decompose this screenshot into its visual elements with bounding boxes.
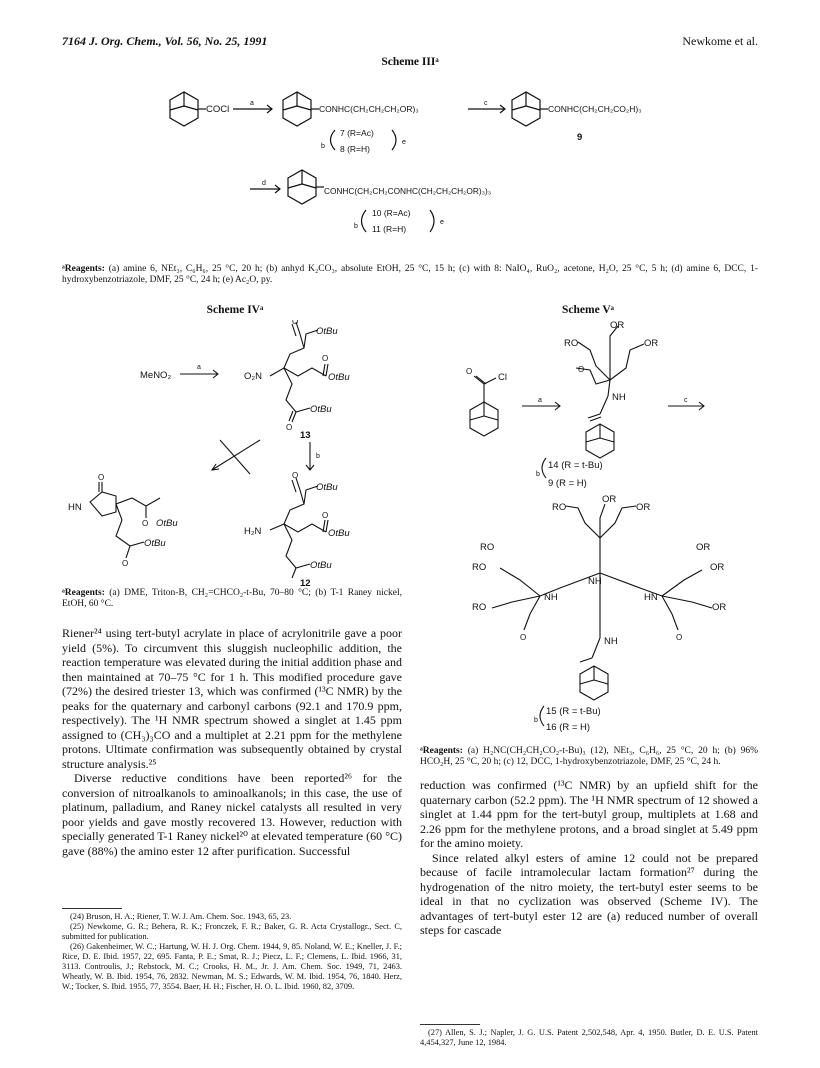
amide-hn-label: HN xyxy=(644,592,658,603)
step-e-label-2: e xyxy=(440,219,444,226)
carbonyl-o-label: O xyxy=(322,511,329,520)
body-paragraph: reduction was confirmed (¹³C NMR) by an upfield shift for the quaternary carbon (52.2 ppm). The ¹H NMR spectrum of 12 showed a singlet at 1.44 ppm for the tert-butyl group, multiplets at 1.68 and 2.26 ppm for the methylene protons, and a broad singlet at 5.49 ppm for the amino moiety. xyxy=(420,778,758,850)
amide-nh-label: NH xyxy=(612,392,626,403)
amide-nh-label: NH xyxy=(588,576,602,587)
right-text-column xyxy=(420,778,758,938)
carbonyl-o-label: O xyxy=(286,423,293,432)
otbu-label: OtBu xyxy=(310,404,332,415)
step-c-label: c xyxy=(684,397,688,404)
adamantane-structure xyxy=(580,666,608,700)
adamantane-structure xyxy=(470,402,498,436)
reference-27: (27) Allen, S. J.; Napler, J. G. U.S. Patent 2,502,548, Apr. 4, 1950. Butler, D. E. U.S. Patent 4,454,327, June 12, 1984. xyxy=(420,1028,758,1047)
or-label: OR xyxy=(644,338,659,349)
step-b-label: b xyxy=(536,471,540,478)
right-references xyxy=(420,1028,758,1048)
adamantane-structure xyxy=(512,92,548,126)
carbonyl-o-label: O xyxy=(578,365,585,374)
footnote-rule xyxy=(420,1024,480,1025)
scheme-v-caption: ᵃReagents: (a) H₂NC(CH₂CH₂CO₂-t-Bu)₃ (12), NEt₃, C₆H₆, 25 °C, 20 h; (b) 96% HCO₂H, 25 °C, 20 h; (c) 12, DCC, 1-hydroxybenzotriazole, DMF, 25 °C, 24 h. xyxy=(420,746,758,767)
compound-15-label: 15 (R = t-Bu) xyxy=(546,706,601,717)
amide-nh-label: NH xyxy=(544,592,558,603)
step-b-label: b xyxy=(321,143,325,150)
lactam-nh-label: HN xyxy=(68,502,82,513)
nitro-group-label: O₂N xyxy=(244,371,262,382)
body-paragraph: Diverse reductive conditions have been reported²⁶ for the conversion of nitroalkanols to aminoalkanols; in this case, the use of platinum, palladium, and Raney nickel catalysts all resulted in very poor yields and gave mostly recovered 13. However, reduction with specially generated T-1 Raney nickel²⁰ at elevated temperature (60 °C) gave (88%) the amino ester 12 after purification. Successful xyxy=(62,771,402,858)
ro-label: RO xyxy=(472,602,487,613)
or-label: OR xyxy=(710,562,725,573)
step-b-label-2: b xyxy=(534,717,538,724)
compound-12-label: 12 xyxy=(300,578,311,588)
compound-14-label: 14 (R = t-Bu) xyxy=(548,460,603,471)
step-b-label: b xyxy=(316,453,320,460)
compound-13-label: 13 xyxy=(300,430,311,441)
adamantane-structure xyxy=(283,92,319,126)
step-d-label: d xyxy=(262,180,266,187)
otbu-label: OtBu xyxy=(328,372,350,383)
scheme-iii-title: Scheme IIIᵃ xyxy=(381,56,439,68)
reference-26: (26) Gakenheimer, W. C.; Hartung, W. H. J. Org. Chem. 1944, 9, 85. Noland, W. E.; Kneller, J. F.; Rice, D. E. Ibid. 1957, 22, 695. Fanta, P. E.; Smat, R. J.; Piecz, L. F.; Clemens, L. Ibid. 1966, 31, 3113. Controulis, J.; Rebstock, M. C.; Crooks, H. M., Jr. J. Am. Chem. Soc. 1949, 71, 2463. Wheatly, W. B. Ibid. 1954, 76, 2832. Newman, M. S.; Edwards, W. M. Ibid. 1954, 76, 1840. Herz, W.; Tocker, S. Ibid. 1955, 77, 3554. Baer, H. H.; Fischer, H. O. L. Ibid. 1960, 82, 3709. xyxy=(62,942,402,991)
amine-group-label: H₂N xyxy=(244,526,262,537)
scheme-v-title: Scheme Vᵃ xyxy=(561,304,614,316)
step-a-label: a xyxy=(250,100,254,107)
scheme-v-figure xyxy=(440,318,760,732)
step-b-label-2: b xyxy=(354,223,358,230)
nitromethane-label: MeNO₂ xyxy=(140,370,172,381)
running-header-authors: Newkome et al. xyxy=(682,34,758,48)
triol-amide-label: CONHC(CH₂CH₂CH₂OR)₃ xyxy=(319,104,419,114)
compound-10-label: 10 (R=Ac) xyxy=(372,208,411,218)
body-paragraph: Riener²⁴ using tert-butyl acrylate in place of acrylonitrile gave a poor yield (5%). To circumvent this sluggish nucleophilic addition, the reaction temperature was elevated during the initial addition phase and then maintained at 70–75 °C for 1 h. This modified procedure gave (72%) the desired triester 13, which was confirmed (¹³C NMR) by the peaks for the quaternary and carbonyl carbons (92.1 and 170.9 ppm, respectively). The ¹H NMR spectrum showed a singlet at 1.45 ppm assigned to (CH₃)₃CO and a multiplet at 2.21 ppm for the methylene protons. Ultimate confirmation was subsequently obtained by crystal structure analysis.²⁵ xyxy=(62,626,402,771)
triacid-label: CONHC(CH₂CH₂CO₂H)₃ xyxy=(548,104,642,114)
chloride-label: Cl xyxy=(498,372,507,383)
otbu-label: OtBu xyxy=(156,518,178,529)
carbonyl-o-label: O xyxy=(520,633,527,642)
ro-label: RO xyxy=(552,502,567,513)
scheme-iii-caption: ᵃReagents: (a) amine 6, NEt₃, C₆H₆, 25 °C, 20 h; (b) anhyd K₂CO₃, absolute EtOH, 25 °C, 15 h; (c) with 8: NaIO₄, RuO₂, acetone, H₂O, 25 °C, 5 h; (d) amine 6, DCC, 1-hydroxybenzotriazole, DMF, 25 °C, 24 h; (e) Ac₂O, py. xyxy=(62,264,758,285)
otbu-label: OtBu xyxy=(144,538,166,549)
compound-7-label: 7 (R=Ac) xyxy=(340,128,374,138)
otbu-label: OtBu xyxy=(316,326,338,337)
or-label: OR xyxy=(636,502,651,513)
step-c-label: c xyxy=(484,100,488,107)
carbonyl-o-label: O xyxy=(292,320,299,326)
compound-16-label: 16 (R = H) xyxy=(546,722,591,732)
carbonyl-o-label: O xyxy=(676,633,683,642)
carbonyl-o-label: O xyxy=(322,354,329,363)
reference-24: (24) Bruson, H. A.; Riener, T. W. J. Am. Chem. Soc. 1943, 65, 23. xyxy=(70,912,292,921)
compound-8-label: 8 (R=H) xyxy=(340,144,370,154)
body-paragraph: Since related alkyl esters of amine 12 could not be prepared because of facile intramolecular lactam formation²⁷ during the hydrogenation of the nitro moiety, the tert-butyl ester seems to be ideal in that no cyclization was observed (Scheme IV). The advantages of tert-butyl ester 12 are (a) reduced number of overall steps for cascade xyxy=(420,850,758,937)
ro-label: RO xyxy=(480,542,495,553)
adamantane-structure xyxy=(170,92,206,126)
lactam-o-label: O xyxy=(98,473,105,482)
compound-9-label: 9 xyxy=(577,132,583,143)
scheme-iv-title: Scheme IVᵃ xyxy=(206,304,264,316)
reference-25: (25) Newkome, G. R.; Behera, R. K.; Fronczek, F. R.; Baker, G. R. Acta Crystallogr., Sect. C, submitted for publication. xyxy=(62,922,402,941)
carbonyl-o-label: O xyxy=(122,559,129,568)
ro-label: RO xyxy=(564,338,579,349)
otbu-label: OtBu xyxy=(310,560,332,571)
amide-nh-label: NH xyxy=(604,636,618,647)
acid-chloride-label: COCl xyxy=(206,104,230,115)
adamantane-structure xyxy=(288,170,324,204)
carbonyl-o-label: O xyxy=(292,471,299,480)
compound-9-label: 9 (R = H) xyxy=(548,478,587,489)
acyl-o-label: O xyxy=(466,367,473,376)
otbu-label: OtBu xyxy=(316,482,338,493)
carbonyl-o-label: O xyxy=(142,519,149,528)
or-label: OR xyxy=(602,494,617,505)
step-a-label: a xyxy=(538,397,542,404)
compound-11-label: 11 (R=H) xyxy=(372,224,407,234)
otbu-label: OtBu xyxy=(328,528,350,539)
or-label: OR xyxy=(712,602,727,613)
running-header: 7164 J. Org. Chem., Vol. 56, No. 25, 1991 xyxy=(62,34,268,48)
left-references xyxy=(62,912,402,992)
step-e-label: e xyxy=(402,139,406,146)
ro-label: RO xyxy=(472,562,487,573)
scheme-iv-figure xyxy=(60,320,405,588)
or-label: OR xyxy=(610,320,625,331)
adamantane-structure xyxy=(586,424,614,458)
step-a-label: a xyxy=(197,364,201,371)
left-text-column xyxy=(62,626,402,858)
nonaol-amide-label: CONHC(CH₂CH₂CONHC(CH₂CH₂CH₂OR)₃)₃ xyxy=(324,186,492,196)
footnote-rule xyxy=(62,908,122,909)
scheme-iv-caption: ᵃReagents: (a) DME, Triton-B, CH₂=CHCO₂-t-Bu, 70–80 °C; (b) T-1 Raney nickel, EtOH, 60 °C. xyxy=(62,588,402,609)
scheme-iii-figure xyxy=(0,70,820,260)
or-label: OR xyxy=(696,542,711,553)
